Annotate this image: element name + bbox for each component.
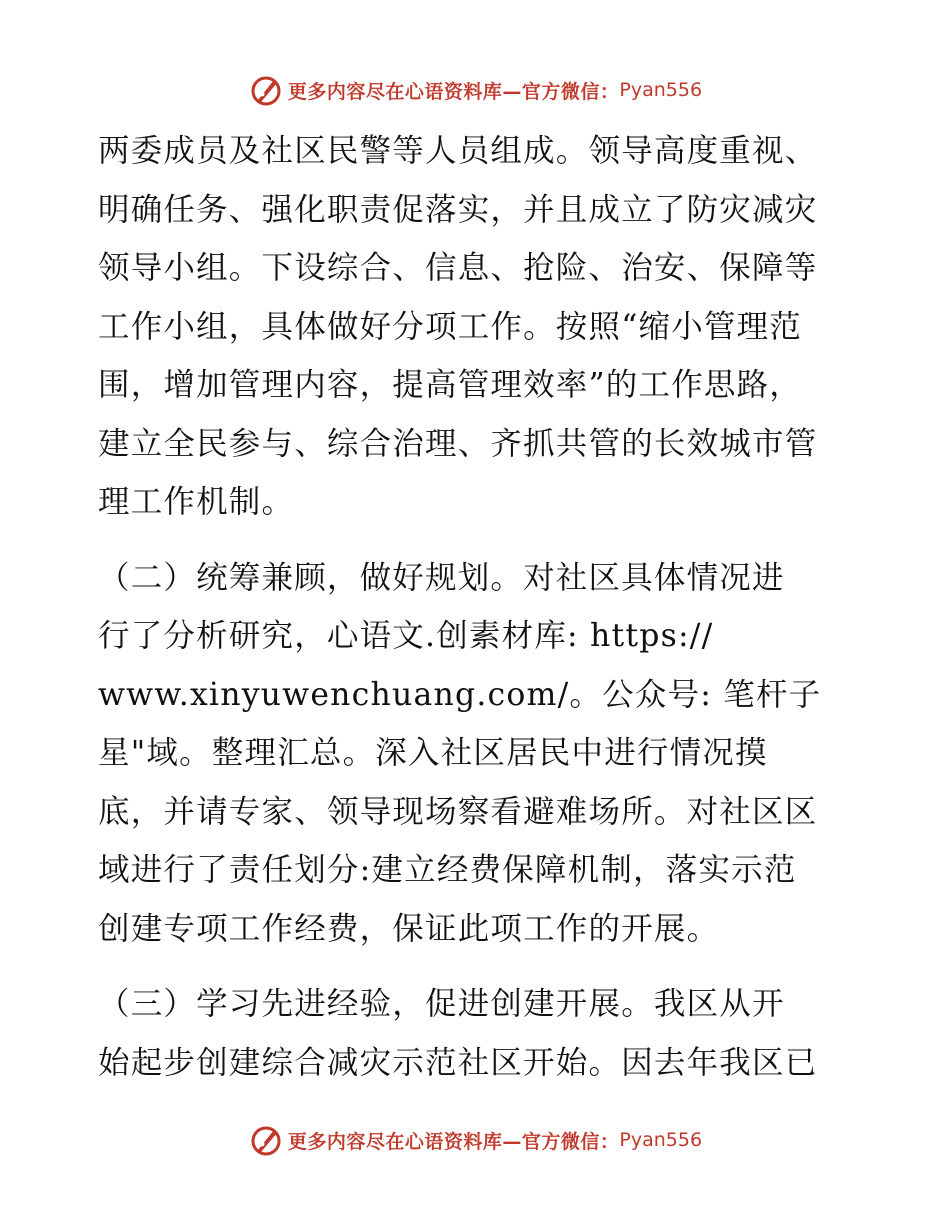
text-line: 工作小组，具体做好分项工作。按照“缩小管理范 [98,308,803,345]
quill-logo-icon [248,72,284,108]
paragraph-2 [98,549,858,959]
text-line: 始起步创建综合减灾示范社区开始。因去年我区已 [98,1044,818,1081]
text-line: www.xinyuwenchuang.com/。公众号: 笔杆子 [98,676,822,713]
header-banner [0,70,950,110]
paragraph-3 [98,975,858,1092]
header-wechat-id: Pyan556 [619,79,703,101]
text-line: 域进行了责任划分:建立经费保障机制，落实示范 [98,852,797,888]
paragraph-1 [98,122,858,532]
quill-logo-icon [248,1122,284,1158]
text-line: 领导小组。下设综合、信息、抢险、治安、保障等 [98,250,818,286]
header-banner-text: 更多内容尽在心语资料库—官方微信： [287,80,620,103]
text-line: （二）统筹兼顾，做好规划。对社区具体情况进 [98,559,785,596]
text-line: 创建专项工作经费，保证此项工作的开展。 [98,910,720,947]
text-line: 两委成员及社区民警等人员组成。领导高度重视、 [98,133,818,169]
text-line: 星"域。整理汇总。深入社区居民中进行情况摸 [98,735,768,771]
text-line: （三）学习先进经验，促进创建开展。我区从开 [98,986,785,1022]
text-line: 底，并请专家、领导现场察看避难场所。对社区区 [98,793,818,830]
footer-banner-text: 更多内容尽在心语资料库—官方微信： [287,1130,620,1153]
text-line: 建立全民参与、综合治理、齐抓共管的长效城市管 [98,425,818,462]
text-line: 理工作机制。 [98,484,295,520]
text-line: 行了分析研究，心语文.创素材库: https:// [98,618,714,654]
footer-wechat-id: Pyan556 [619,1129,703,1151]
footer-banner [0,1120,950,1160]
text-line: 围，增加管理内容，提高管理效率”的工作思路， [98,367,803,403]
text-line: 明确任务、强化职责促落实，并且成立了防灾减灾 [98,191,818,228]
document-body [98,122,858,1092]
